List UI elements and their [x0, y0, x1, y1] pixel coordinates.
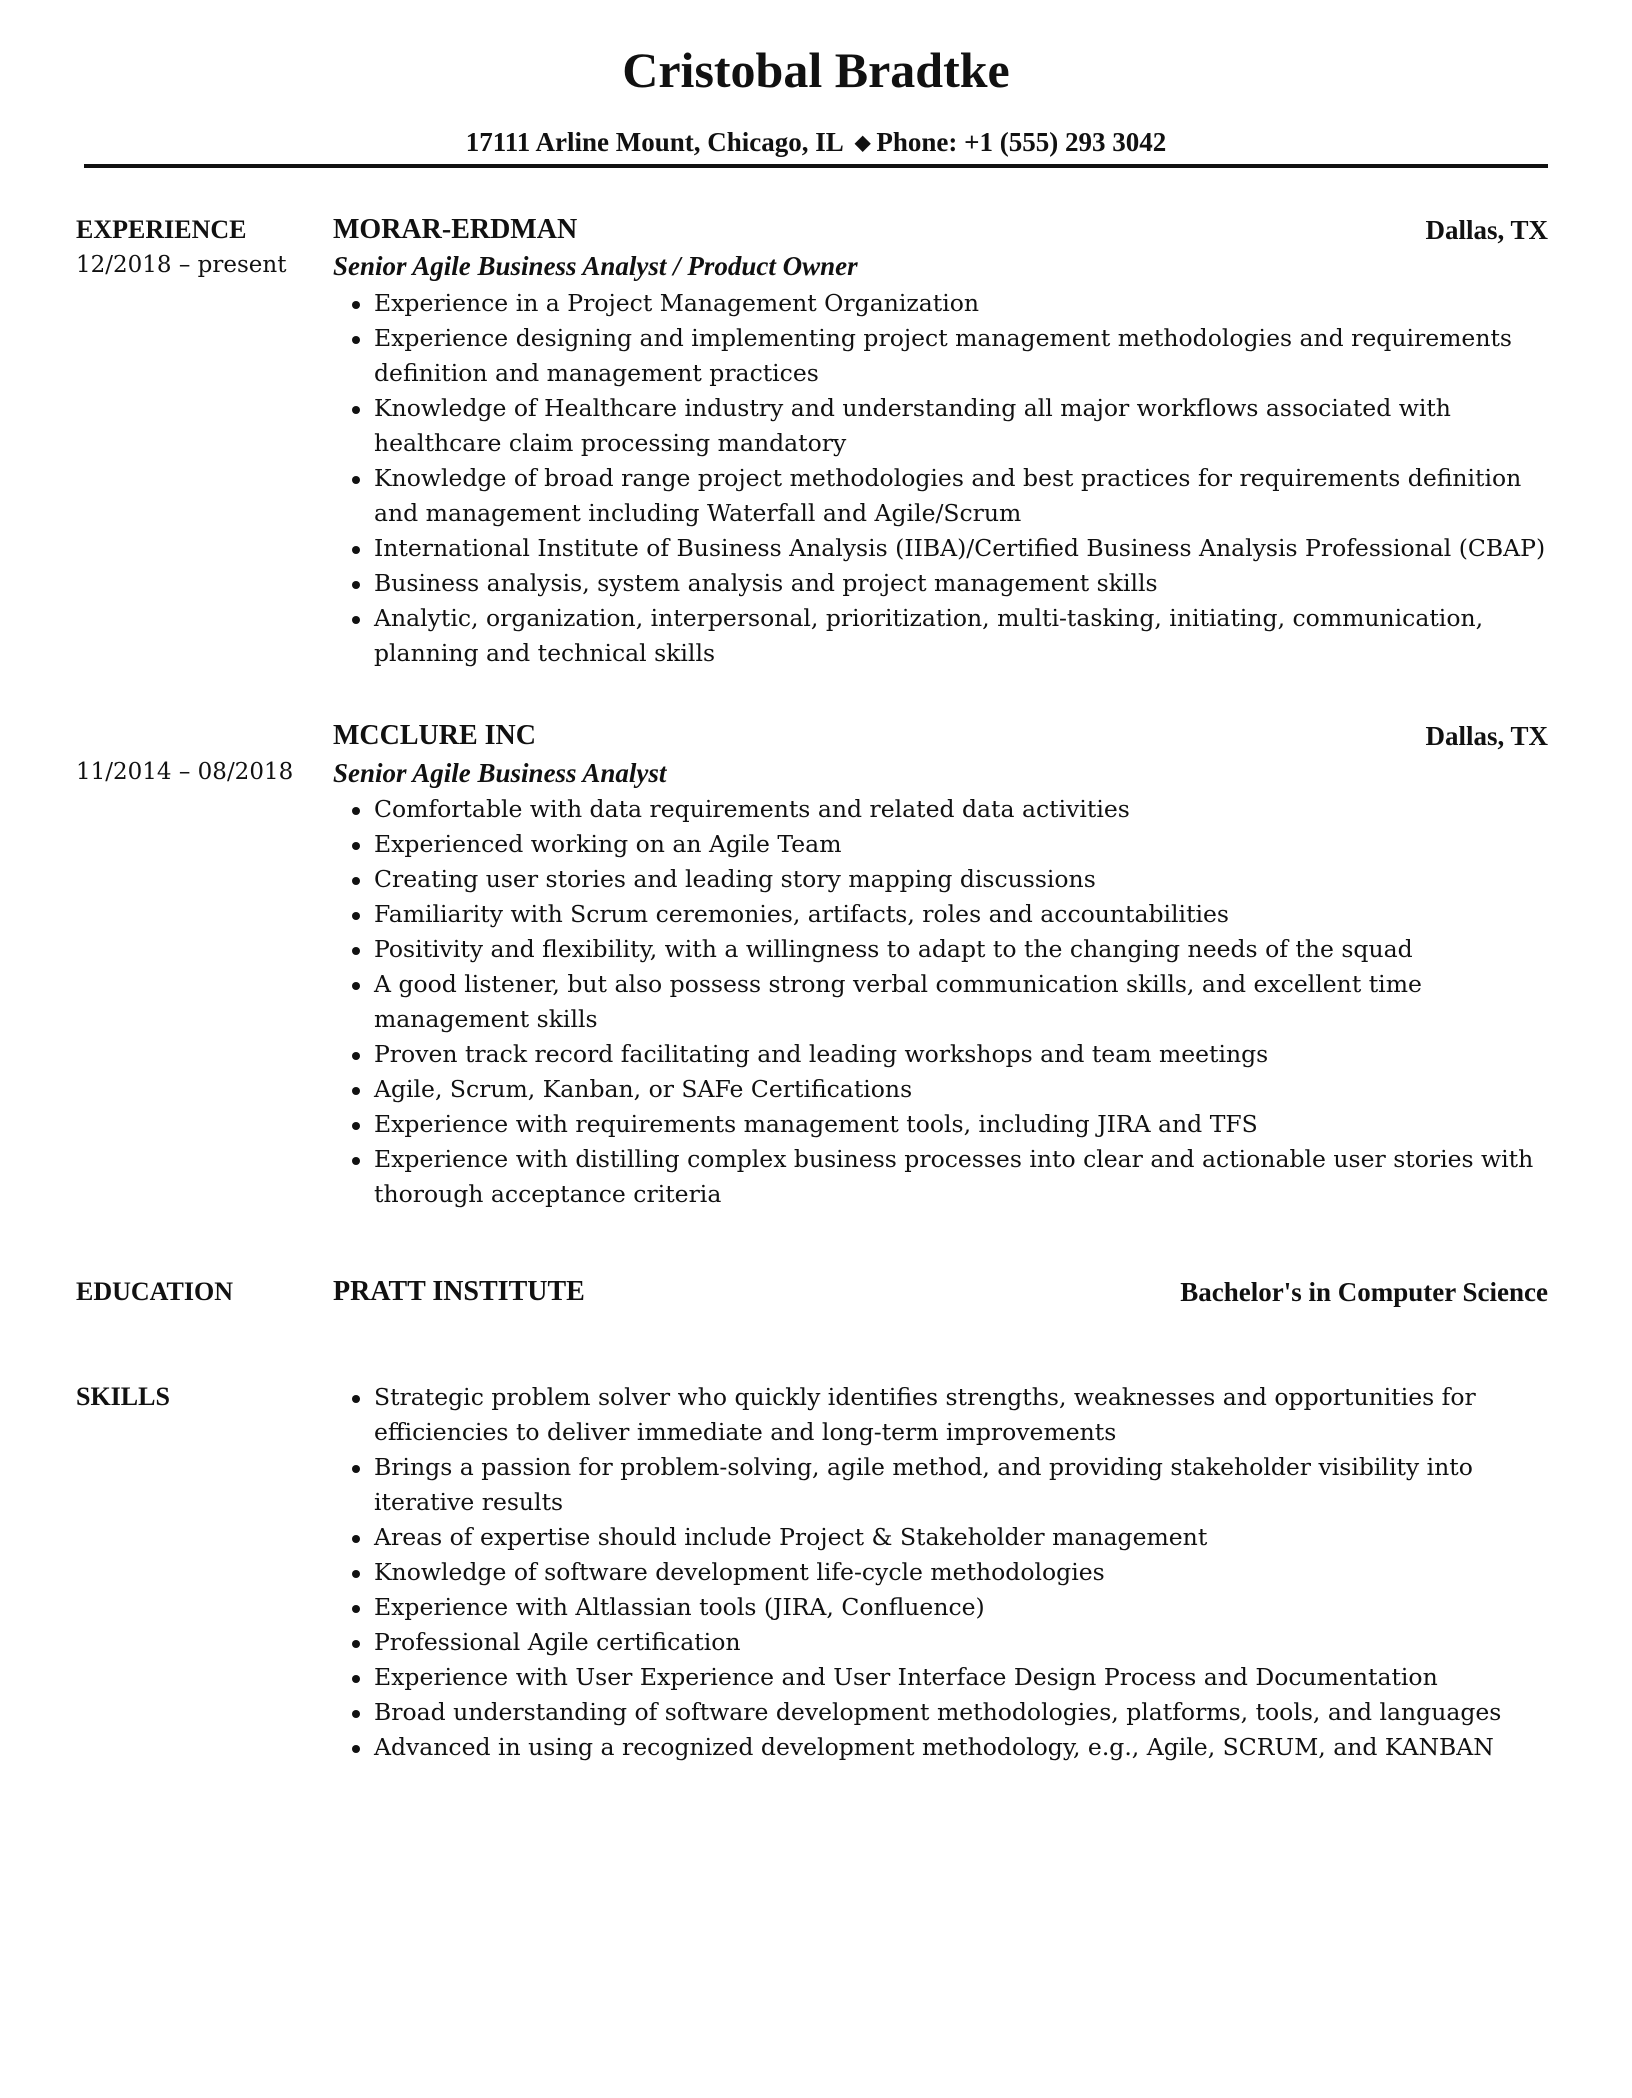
- education-school: PRATT INSTITUTE: [333, 1276, 585, 1307]
- list-item: Familiarity with Scrum ceremonies, artifacts, roles and accountabilities: [374, 897, 1564, 932]
- phone: Phone: +1 (555) 293 3042: [876, 127, 1167, 157]
- job-1-bullets: [374, 286, 1564, 671]
- list-item: Comfortable with data requirements and related data activities: [374, 792, 1564, 827]
- list-item: Agile, Scrum, Kanban, or SAFe Certifications: [374, 1072, 1564, 1107]
- diamond-separator-icon: ◆: [855, 132, 871, 154]
- candidate-name: Cristobal Bradtke: [622, 42, 1010, 98]
- job-1-location: Dallas, TX: [1425, 215, 1548, 245]
- list-item: Experience with User Experience and User Interface Design Process and Documentation: [374, 1660, 1564, 1695]
- job-2-dates: 11/2014 – 08/2018: [76, 759, 294, 785]
- list-item: Positivity and flexibility, with a willingness to adapt to the changing needs of the squad: [374, 932, 1564, 967]
- list-item: A good listener, but also possess strong verbal communication skills, and excellent time management skills: [374, 967, 1564, 1037]
- list-item: Experience with distilling complex business processes into clear and actionable user stories with thorough acceptance criteria: [374, 1142, 1564, 1212]
- list-item: Analytic, organization, interpersonal, prioritization, multi-tasking, initiating, communication, planning and technical skills: [374, 601, 1564, 671]
- education-heading: EDUCATION: [76, 1277, 233, 1306]
- contact-line: [0, 124, 1632, 161]
- skills-list: [374, 1380, 1564, 1765]
- list-item: Advanced in using a recognized development methodology, e.g., Agile, SCRUM, and KANBAN: [374, 1730, 1564, 1765]
- list-item: Creating user stories and leading story mapping discussions: [374, 862, 1564, 897]
- job-2-company: MCCLURE INC: [333, 720, 536, 751]
- skills-heading: SKILLS: [76, 1382, 170, 1411]
- list-item: Knowledge of software development life-cycle methodologies: [374, 1555, 1564, 1590]
- list-item: International Institute of Business Analysis (IIBA)/Certified Business Analysis Professional (CBAP): [374, 531, 1564, 566]
- job-1-company: MORAR-ERDMAN: [333, 214, 578, 245]
- job-1-title: Senior Agile Business Analyst / Product Owner: [333, 251, 858, 281]
- list-item: Strategic problem solver who quickly identifies strengths, weaknesses and opportunities for efficiencies to deliver immediate and long-term improvements: [374, 1380, 1564, 1450]
- list-item: Experience with requirements management tools, including JIRA and TFS: [374, 1107, 1564, 1142]
- list-item: Experience designing and implementing project management methodologies and requirements definition and management practices: [374, 321, 1564, 391]
- job-2-title: Senior Agile Business Analyst: [333, 758, 667, 788]
- list-item: Areas of expertise should include Project & Stakeholder management: [374, 1520, 1564, 1555]
- list-item: Experience with Altlassian tools (JIRA, Confluence): [374, 1590, 1564, 1625]
- list-item: Knowledge of Healthcare industry and understanding all major workflows associated with healthcare claim processing mandatory: [374, 391, 1564, 461]
- list-item: Broad understanding of software development methodologies, platforms, tools, and languages: [374, 1695, 1564, 1730]
- header-divider: [84, 164, 1548, 168]
- list-item: Knowledge of broad range project methodologies and best practices for requirements definition and management including Waterfall and Agile/Scrum: [374, 461, 1564, 531]
- list-item: Professional Agile certification: [374, 1625, 1564, 1660]
- list-item: Experienced working on an Agile Team: [374, 827, 1564, 862]
- address: 17111 Arline Mount, Chicago, IL: [465, 127, 843, 157]
- job-2-bullets: [374, 792, 1564, 1212]
- list-item: Proven track record facilitating and leading workshops and team meetings: [374, 1037, 1564, 1072]
- job-2-location: Dallas, TX: [1425, 721, 1548, 751]
- education-degree: Bachelor's in Computer Science: [1180, 1277, 1548, 1307]
- list-item: Business analysis, system analysis and project management skills: [374, 566, 1564, 601]
- job-1-dates: 12/2018 – present: [76, 252, 287, 278]
- list-item: Brings a passion for problem-solving, agile method, and providing stakeholder visibility into iterative results: [374, 1450, 1564, 1520]
- list-item: Experience in a Project Management Organization: [374, 286, 1564, 321]
- experience-heading: EXPERIENCE: [76, 215, 247, 244]
